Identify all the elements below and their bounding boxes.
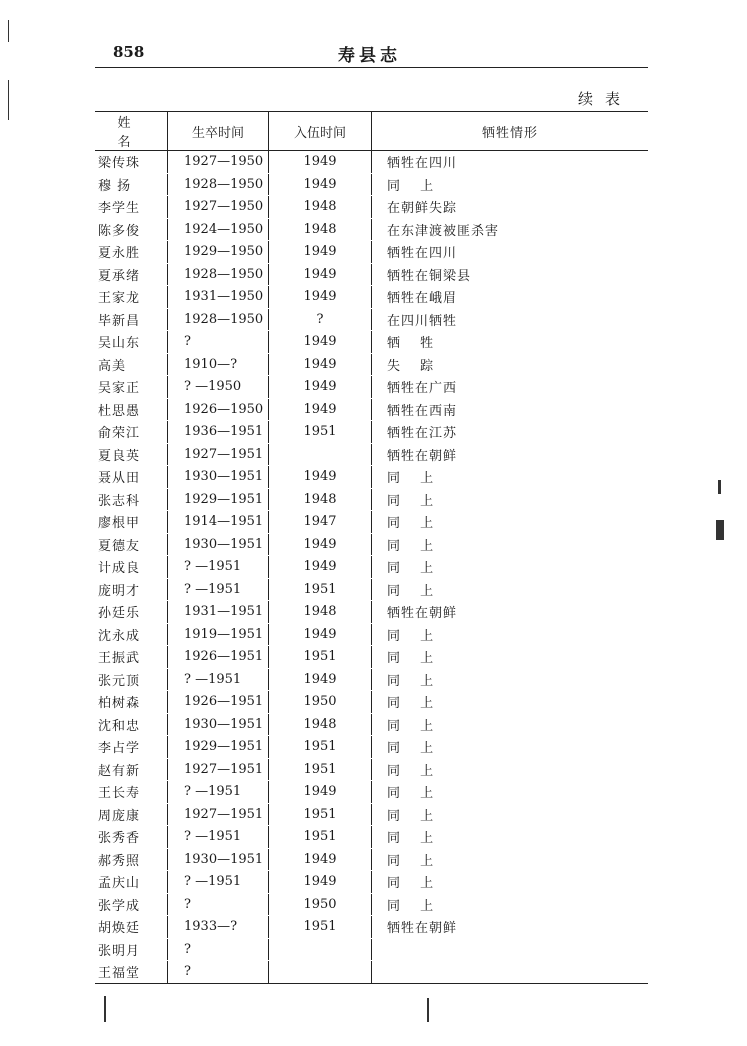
cell-enlisted: 1951 [269,758,372,781]
table-row [95,961,648,984]
table-row [95,736,648,759]
table-row [95,713,648,736]
cell-name: 杜思愚 [98,403,141,419]
cell-enlisted: 1949 [269,331,372,354]
table-row [95,871,648,894]
table-row [95,173,648,196]
cell-enlisted: 1949 [269,556,372,579]
column-header-name: 姓 名 [95,112,168,151]
cell-enlisted: 1950 [269,691,372,714]
cell-detail: 牺牲在西南 [372,398,649,421]
cell-detail: 同 上 [372,758,649,781]
table-row [95,151,648,174]
cell-detail: 牺牲在广西 [372,376,649,399]
cell-enlisted: 1947 [269,511,372,534]
cell-detail: 同 上 [372,646,649,669]
cell-life: 1930—1951 [168,533,269,556]
cell-detail: 同 上 [372,848,649,871]
cell-life: 1928—1950 [168,173,269,196]
cell-name: 柏树森 [98,696,141,712]
cell-detail: 同 上 [372,556,649,579]
table-row [95,601,648,624]
table-row [95,443,648,466]
cell-detail: 牺牲在峨眉 [372,286,649,309]
table-row [95,556,648,579]
cell-name: 王家龙 [98,291,141,307]
cell-name: 赵有新 [98,763,141,779]
cell-detail: 牺牲在朝鲜 [372,916,649,939]
cell-life: ? —1951 [168,668,269,691]
cell-name: 廖根甲 [98,516,141,532]
cell-detail: 在四川牺牲 [372,308,649,331]
cell-enlisted [269,938,372,961]
cell-detail [372,938,649,961]
table-row [95,533,648,556]
cell-life: ? [168,331,269,354]
cell-enlisted: 1951 [269,421,372,444]
cell-enlisted: 1948 [269,601,372,624]
cell-detail: 在朝鲜失踪 [372,196,649,219]
cell-life: 1936—1951 [168,421,269,444]
cell-life: 1929—1951 [168,488,269,511]
cell-enlisted: 1949 [269,871,372,894]
table-row [95,646,648,669]
cell-life: ? [168,961,269,984]
table-row [95,196,648,219]
table-row [95,916,648,939]
cell-name: 高美 [98,358,127,374]
cell-name: 周庞康 [98,808,141,824]
table-row [95,263,648,286]
table-row [95,781,648,804]
cell-detail: 同 上 [372,173,649,196]
cell-detail: 牺 牲 [372,331,649,354]
cell-enlisted: 1949 [269,241,372,264]
cell-life: 1910—? [168,353,269,376]
cell-life: 1914—1951 [168,511,269,534]
cell-detail: 同 上 [372,893,649,916]
cell-name: 夏承绪 [98,268,141,284]
cell-enlisted: 1949 [269,151,372,174]
table-row [95,353,648,376]
cell-detail: 同 上 [372,871,649,894]
table-row [95,938,648,961]
cell-enlisted: 1951 [269,736,372,759]
cell-name: 张明月 [98,943,141,959]
martyr-roster-table [95,111,648,984]
cell-enlisted: 1951 [269,578,372,601]
cell-enlisted: 1951 [269,826,372,849]
table-row [95,286,648,309]
cell-life: 1926—1951 [168,646,269,669]
cell-life: 1924—1950 [168,218,269,241]
cell-name: 李占学 [98,741,141,757]
table-row [95,488,648,511]
cell-enlisted: 1948 [269,713,372,736]
cell-name: 沈永成 [98,628,141,644]
cell-name: 陈多俊 [98,223,141,239]
table-row [95,511,648,534]
cell-name: 俞荣江 [98,426,141,442]
cell-detail: 同 上 [372,781,649,804]
cell-name: 张学成 [98,898,141,914]
cell-detail: 同 上 [372,736,649,759]
cell-life: ? —1951 [168,826,269,849]
continuation-label: 续表 [578,90,633,108]
cell-name: 王长寿 [98,786,141,802]
cell-enlisted: 1948 [269,196,372,219]
cell-name: 夏德友 [98,538,141,554]
cell-enlisted: 1949 [269,376,372,399]
cell-detail: 同 上 [372,668,649,691]
cell-detail: 同 上 [372,511,649,534]
table-row [95,218,648,241]
cell-detail: 同 上 [372,803,649,826]
cell-detail: 牺牲在四川 [372,241,649,264]
cell-detail: 同 上 [372,691,649,714]
cell-detail: 失 踪 [372,353,649,376]
cell-name: 吴家正 [98,381,141,397]
cell-enlisted: 1949 [269,781,372,804]
cell-life: 1929—1951 [168,736,269,759]
table-row [95,803,648,826]
cell-name: 张秀香 [98,831,141,847]
cell-enlisted: 1951 [269,803,372,826]
table-row [95,241,648,264]
table-row [95,331,648,354]
table-row [95,376,648,399]
table-row [95,758,648,781]
cell-life: ? —1951 [168,578,269,601]
cell-life: 1927—1950 [168,196,269,219]
cell-life: 1928—1950 [168,308,269,331]
scan-artifact [718,480,721,494]
cell-detail: 同 上 [372,713,649,736]
table-body [95,151,648,984]
cell-life: 1927—1951 [168,803,269,826]
scan-artifact [104,996,106,1022]
table-row [95,578,648,601]
cell-name: 夏永胜 [98,246,141,262]
cell-life: 1919—1951 [168,623,269,646]
cell-life: ? —1951 [168,871,269,894]
column-header-life: 生卒时间 [168,112,269,151]
cell-life: 1930—1951 [168,466,269,489]
cell-enlisted: 1949 [269,173,372,196]
cell-life: 1926—1950 [168,398,269,421]
cell-name: 郝秀照 [98,853,141,869]
cell-enlisted: 1949 [269,398,372,421]
table-row [95,893,648,916]
cell-life: 1927—1951 [168,758,269,781]
cell-name: 计成良 [98,561,141,577]
cell-name: 穆 扬 [98,178,132,194]
scan-artifact [8,80,9,120]
cell-enlisted [269,961,372,984]
column-header-detail: 牺牲情形 [372,112,649,151]
cell-detail: 牺牲在朝鲜 [372,443,649,466]
cell-name: 胡焕廷 [98,921,141,937]
cell-life: 1926—1951 [168,691,269,714]
cell-enlisted: 1949 [269,286,372,309]
cell-life: ? —1950 [168,376,269,399]
cell-enlisted: 1951 [269,646,372,669]
cell-name: 张志科 [98,493,141,509]
table-header-row [95,112,648,151]
cell-enlisted: 1949 [269,848,372,871]
table-row [95,826,648,849]
cell-name: 沈和忠 [98,718,141,734]
table-row [95,668,648,691]
cell-enlisted: 1949 [269,263,372,286]
table-row [95,848,648,871]
table-row [95,308,648,331]
book-title: 寿县志 [338,46,401,66]
cell-life: 1928—1950 [168,263,269,286]
cell-name: 王福堂 [95,961,168,984]
column-header-enlisted: 入伍时间 [269,112,372,151]
cell-enlisted: 1948 [269,488,372,511]
table-row [95,398,648,421]
table-row [95,466,648,489]
cell-enlisted: 1951 [269,916,372,939]
cell-life: ? [168,938,269,961]
scan-artifact [716,520,724,540]
cell-detail [372,961,649,984]
table-row [95,691,648,714]
table-row [95,421,648,444]
scan-artifact [8,20,9,42]
cell-detail: 牺牲在四川 [372,151,649,174]
cell-life: 1931—1950 [168,286,269,309]
cell-life: ? [168,893,269,916]
cell-enlisted: 1949 [269,353,372,376]
cell-enlisted: 1950 [269,893,372,916]
cell-name: 庞明才 [98,583,141,599]
cell-life: ? —1951 [168,781,269,804]
cell-name: 吴山东 [98,336,141,352]
header-rule [95,67,648,68]
cell-life: 1930—1951 [168,713,269,736]
cell-detail: 同 上 [372,623,649,646]
cell-enlisted [269,443,372,466]
cell-detail: 同 上 [372,533,649,556]
cell-name: 孙廷乐 [98,606,141,622]
cell-name: 张元顶 [98,673,141,689]
cell-enlisted: 1949 [269,668,372,691]
cell-detail: 同 上 [372,578,649,601]
cell-detail: 在东津渡被匪杀害 [372,218,649,241]
cell-detail: 牺牲在铜梁县 [372,263,649,286]
scan-artifact [427,998,429,1022]
cell-enlisted: 1949 [269,533,372,556]
cell-detail: 牺牲在江苏 [372,421,649,444]
cell-name: 李学生 [98,201,141,217]
cell-life: 1927—1950 [168,151,269,174]
cell-life: 1929—1950 [168,241,269,264]
cell-enlisted: 1949 [269,466,372,489]
cell-detail: 同 上 [372,826,649,849]
cell-life: 1933—? [168,916,269,939]
cell-enlisted: 1948 [269,218,372,241]
cell-life: 1931—1951 [168,601,269,624]
cell-detail: 牺牲在朝鲜 [372,601,649,624]
table-row [95,623,648,646]
page-number: 858 [113,43,145,61]
cell-enlisted: 1949 [269,623,372,646]
cell-life: 1930—1951 [168,848,269,871]
cell-name: 夏良英 [98,448,141,464]
cell-enlisted: ? [269,308,372,331]
cell-name: 王振武 [98,651,141,667]
cell-name: 孟庆山 [98,876,141,892]
cell-detail: 同 上 [372,488,649,511]
cell-detail: 同 上 [372,466,649,489]
cell-life: ? —1951 [168,556,269,579]
cell-name: 梁传珠 [98,156,141,172]
cell-name: 毕新昌 [98,313,141,329]
cell-life: 1927—1951 [168,443,269,466]
cell-name: 聂从田 [98,471,141,487]
